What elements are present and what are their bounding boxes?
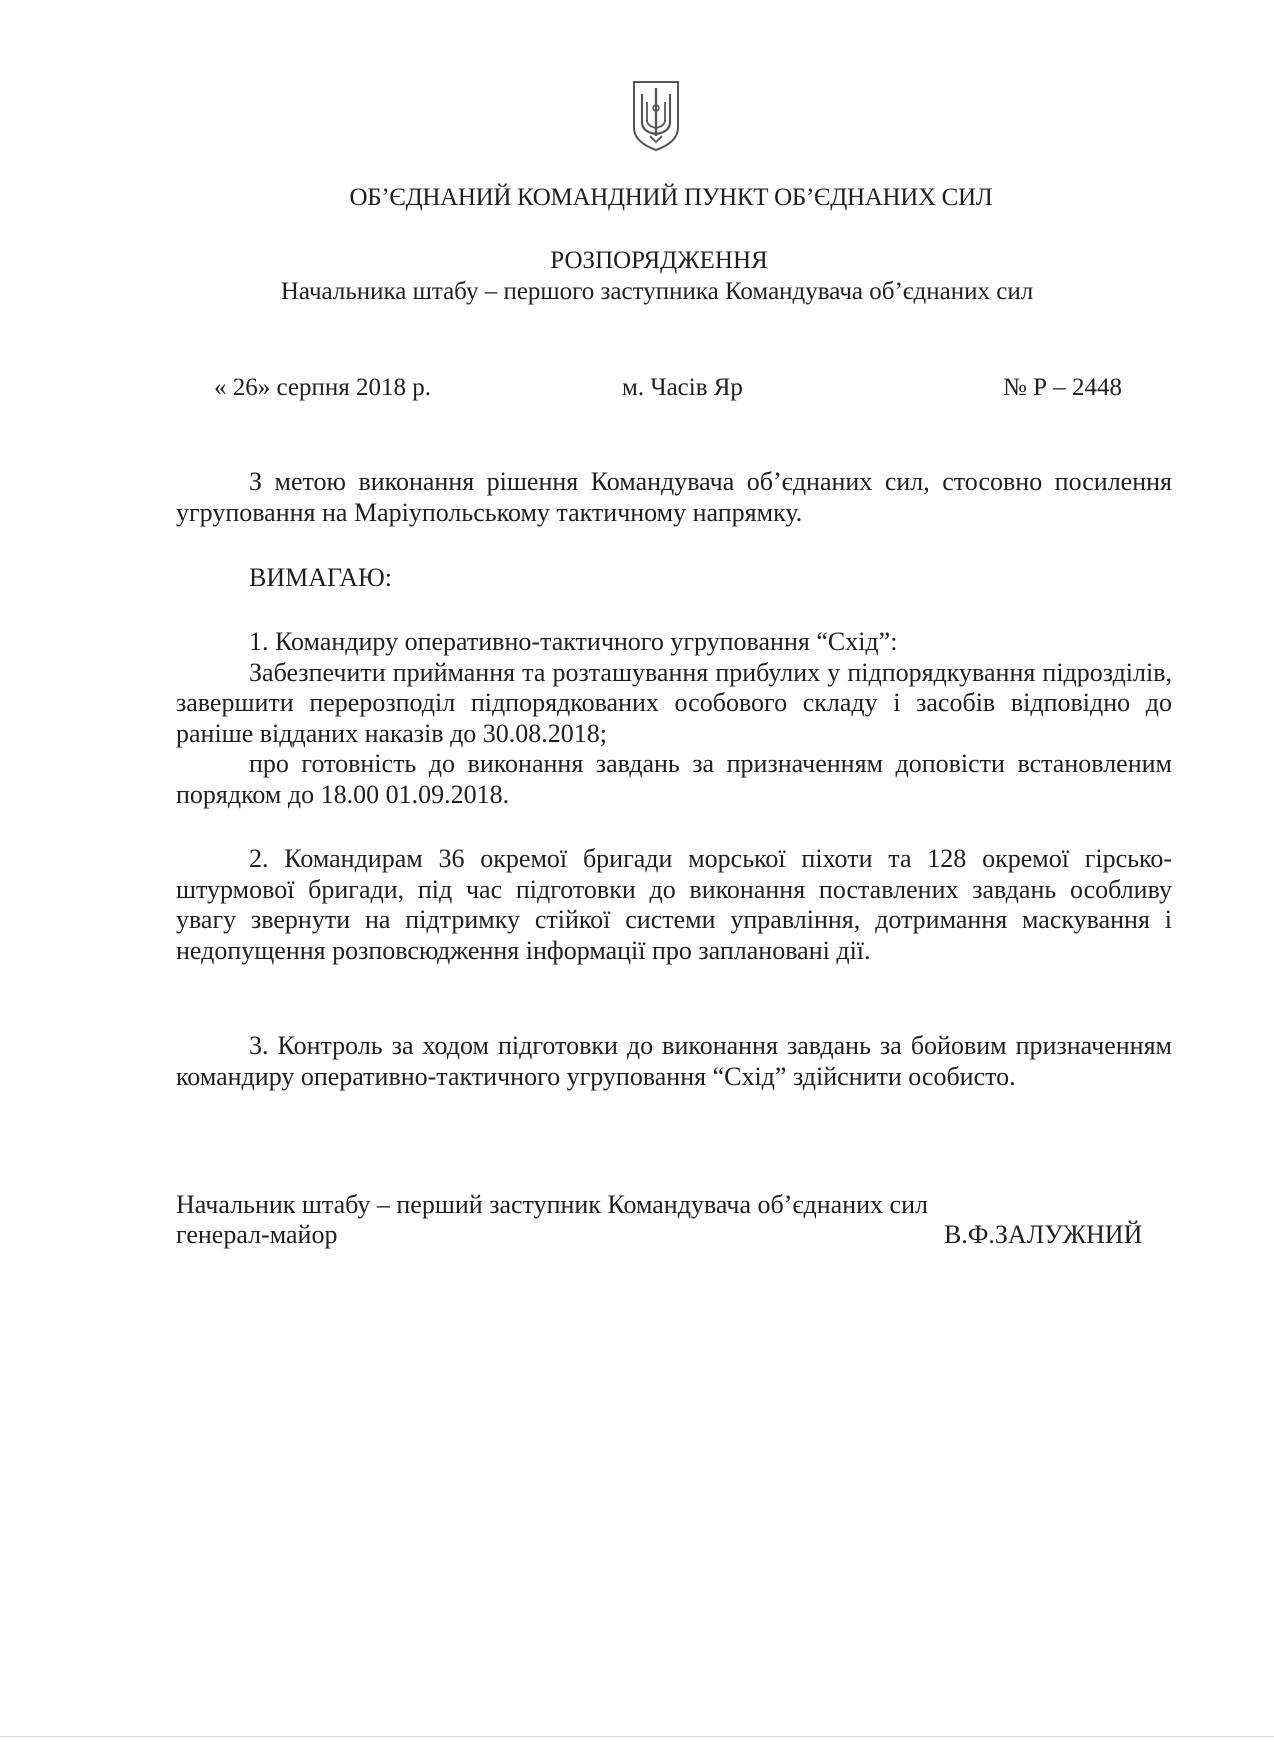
item-2-text: 2. Командирам 36 окремої бригади морської піхоти та 128 окремої гірсько-штурмової бригади, під час підготовки до виконання поставлених завдань особливу увагу звернути на підтримку стійкої системи управління, дотримання маскування і недопущення розповсюдження інформації про заплановані дії. [176,844,1172,965]
item-1-title: 1. Командиру оперативно-тактичного угруповання “Схід”: [249,627,898,656]
item-1 [176,627,1172,810]
demand-heading: ВИМАГАЮ: [249,563,392,592]
item-1-text-a: Забезпечити приймання та розташування прибулих у підпорядкування підрозділів, завершити перерозподіл підпорядкованих особового складу і засобів відповідно до раніше відданих наказів до 30.08.2018; [176,657,1172,748]
document-place: м. Часів Яр [622,374,743,401]
signatory-position: Начальник штабу – перший заступник Командувача об’єднаних сил [176,1190,928,1219]
document-subtitle: Начальника штабу – першого заступника Командувача об’єднаних сил [280,278,1034,305]
signatory-name: В.Ф.ЗАЛУЖНИЙ [944,1220,1143,1249]
document-number: № Р – 2448 [1003,374,1123,401]
trident-coat-of-arms-icon [630,78,682,154]
item-1-text-b: про готовність до виконання завдань за призначенням доповісти встановленим порядком до 18.00 01.09.2018. [176,749,1172,809]
document-type: РОЗПОРЯДЖЕННЯ [550,247,768,274]
item-2 [176,844,1172,966]
item-3-text: 3. Контроль за ходом підготовки до виконання завдань за бойовим призначенням командиру оперативно-тактичного угруповання “Схід” здійснити особисто. [176,1031,1172,1091]
organization-title: ОБ’ЄДНАНИЙ КОМАНДНИЙ ПУНКТ ОБ’ЄДНАНИХ СИЛ [349,184,993,211]
item-3 [176,1031,1172,1092]
intro-paragraph [176,467,1172,528]
signatory-rank: генерал-майор [176,1220,338,1249]
scan-edge-divider [0,1736,1274,1737]
intro-text: З метою виконання рішення Командувача об’єднаних сил, стосовно посилення угруповання на Маріупольському тактичному напрямку. [176,467,1172,527]
document-date: « 26» серпня 2018 р. [214,374,432,401]
